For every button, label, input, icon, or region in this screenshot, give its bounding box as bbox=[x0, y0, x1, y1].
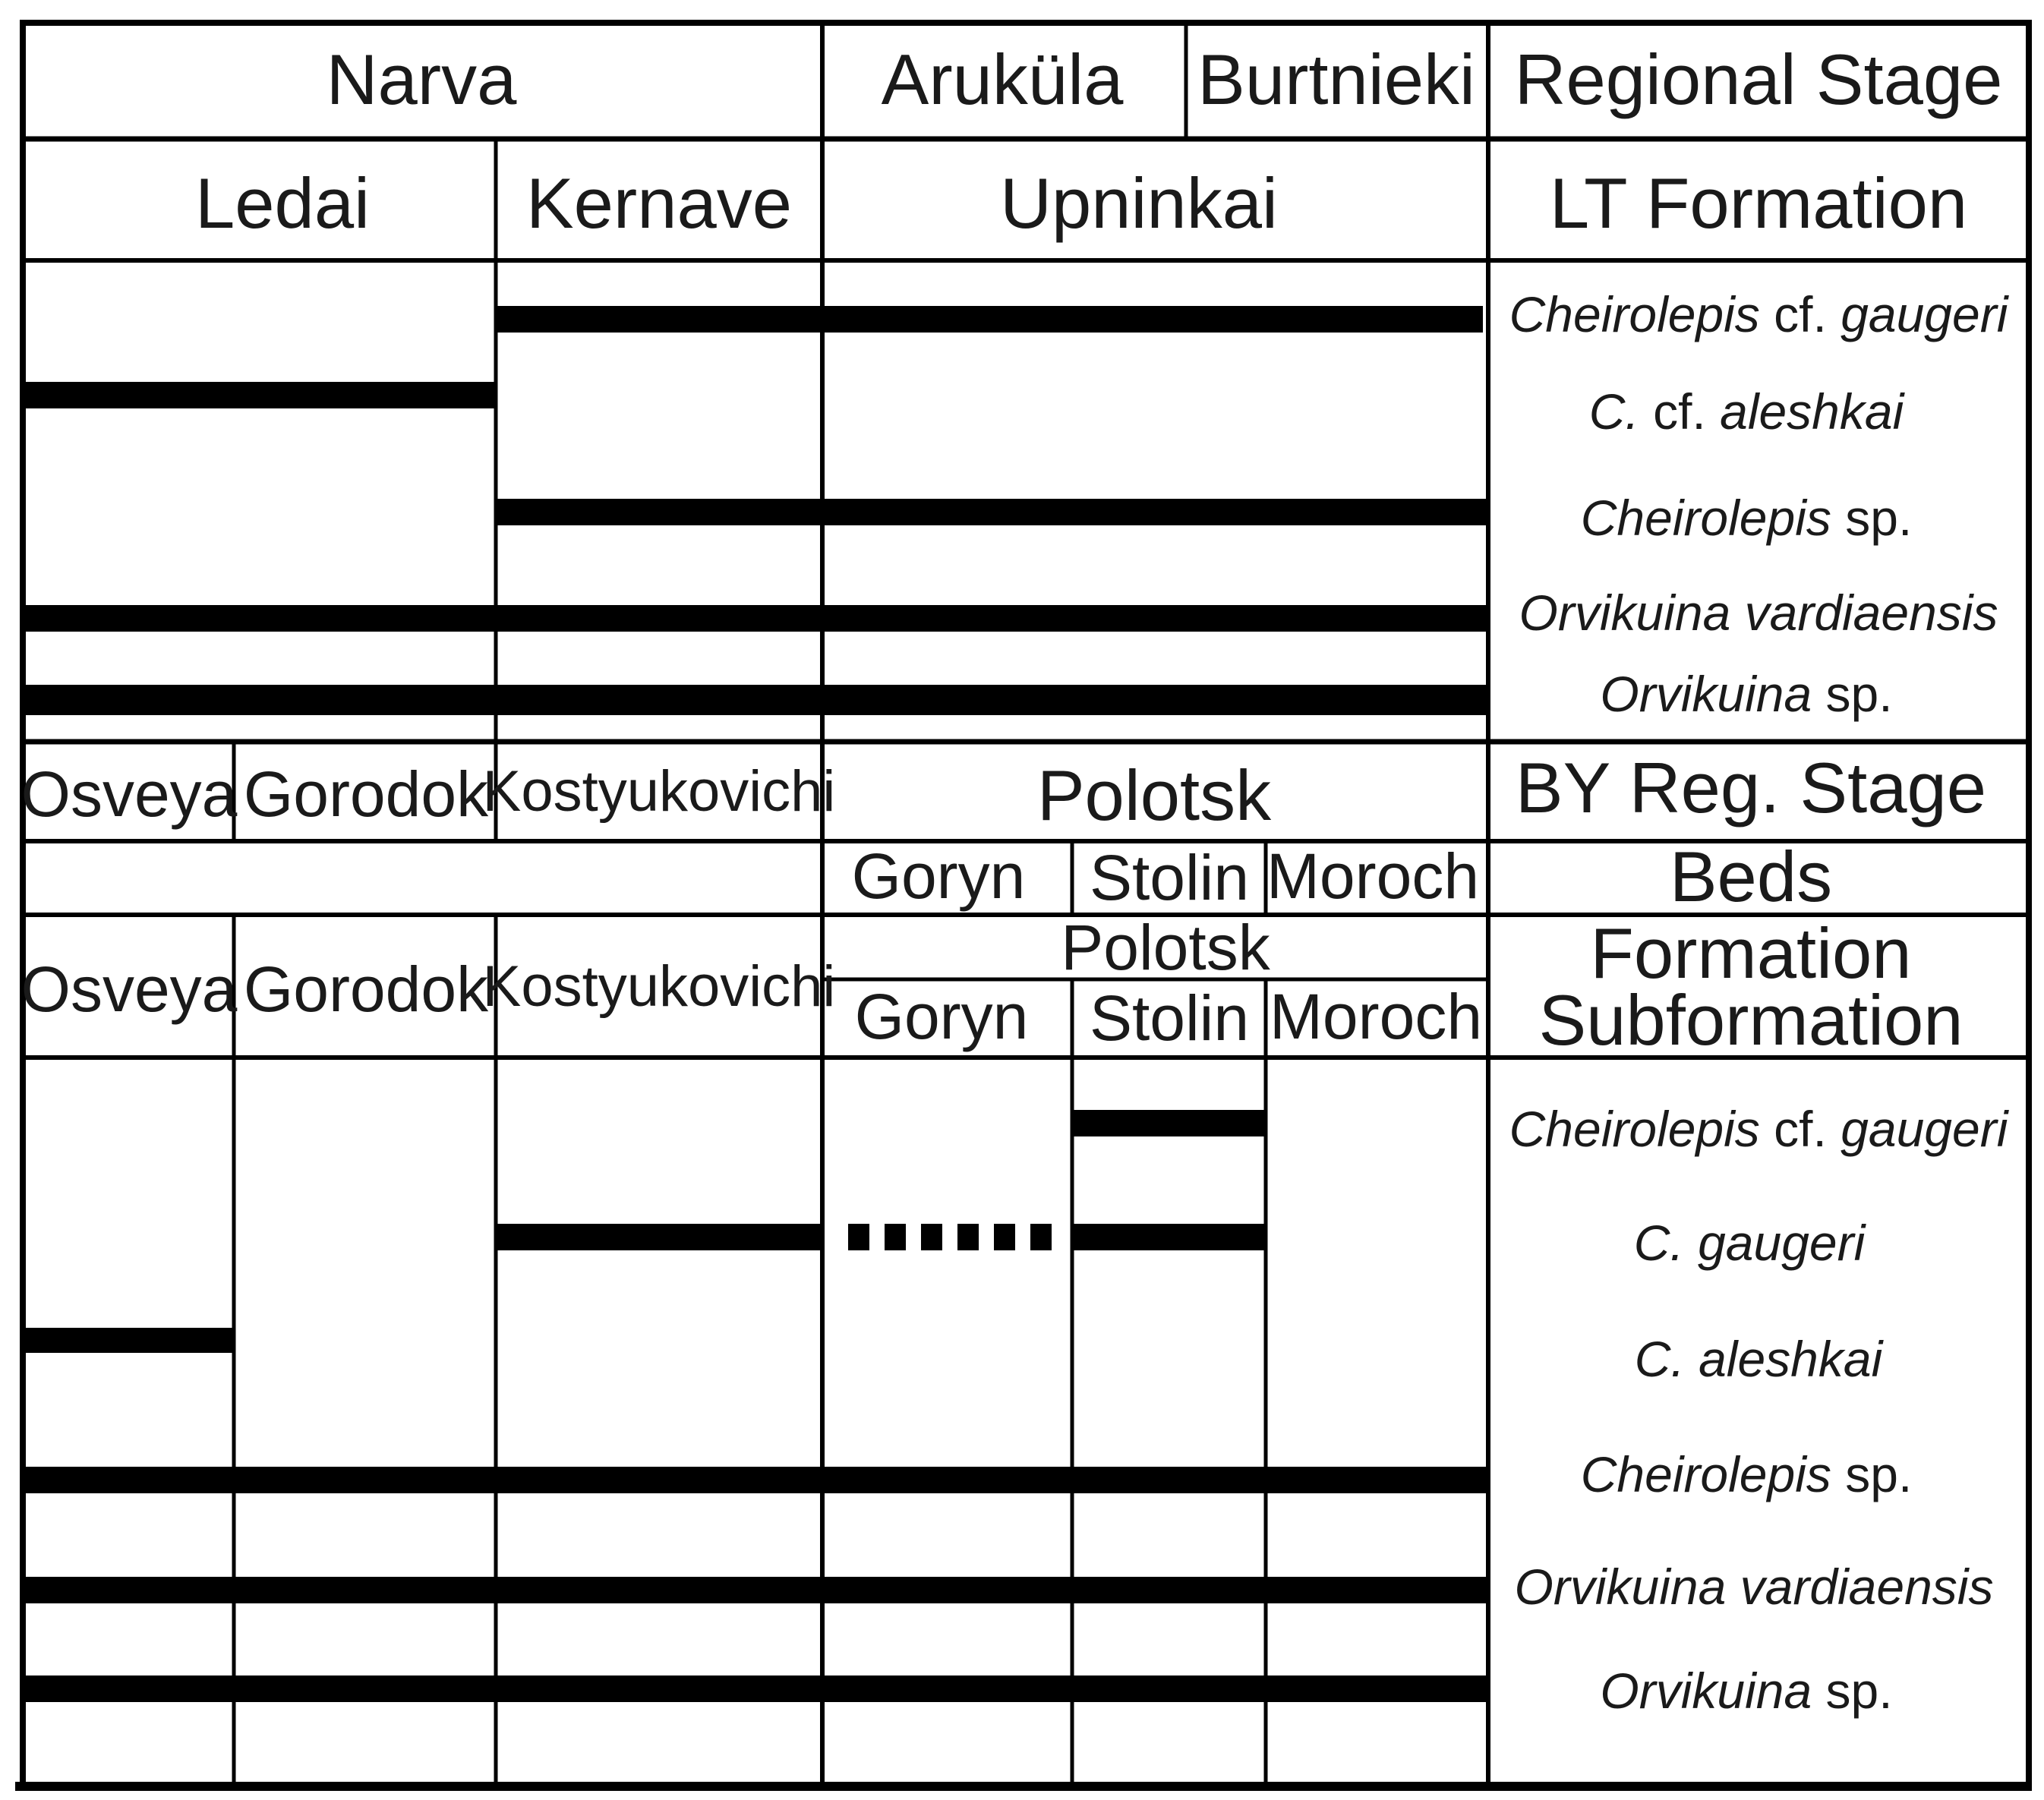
taxon-epithet: aleshkai bbox=[1720, 383, 1904, 440]
taxon-upper-4 bbox=[1600, 666, 1892, 722]
range-bar-lower-c-gaugeri-kostyuk bbox=[496, 1224, 822, 1250]
taxon-qualifier: cf. bbox=[1653, 383, 1706, 440]
dash-segment bbox=[848, 1224, 869, 1250]
taxon-name: Cheirolepis bbox=[1580, 1446, 1831, 1502]
formation-kostyukovichi: Kostyukovichi bbox=[482, 954, 836, 1019]
by-stage-gorodok: Gorodok bbox=[243, 758, 489, 830]
range-bar-lower-cheirolepis-cf-gaugeri bbox=[1072, 1110, 1266, 1136]
taxon-name: C. aleshkai bbox=[1634, 1331, 1883, 1387]
subformation-moroch: Moroch bbox=[1269, 981, 1483, 1052]
taxon-name: Cheirolepis bbox=[1580, 490, 1831, 546]
taxon-lower-2 bbox=[1635, 1331, 1885, 1387]
beds-label: Beds bbox=[1669, 837, 1833, 916]
formation-ledai: Ledai bbox=[195, 163, 370, 243]
by-stage-osveya: Osveya bbox=[21, 758, 238, 830]
taxon-upper-1 bbox=[1589, 383, 1906, 440]
subformation-stolin: Stolin bbox=[1089, 982, 1250, 1054]
bed-goryn: Goryn bbox=[851, 840, 1026, 912]
taxon-epithet: gaugeri bbox=[1841, 286, 2008, 342]
taxon-qualifier: cf. bbox=[1774, 286, 1827, 342]
taxon-upper-3 bbox=[1519, 585, 1998, 641]
dash-segment bbox=[921, 1224, 942, 1250]
dash-segment bbox=[994, 1224, 1015, 1250]
bed-stolin: Stolin bbox=[1089, 842, 1250, 913]
taxon-lower-4 bbox=[1515, 1559, 1994, 1615]
taxon-lower-3 bbox=[1581, 1446, 1913, 1502]
range-bar-upper-c-cf-aleshkai bbox=[23, 382, 496, 408]
taxon-name: Orvikuina vardiaensis bbox=[1519, 585, 1998, 641]
by-stage-polotsk: Polotsk bbox=[1036, 755, 1272, 835]
taxon-qualifier: sp. bbox=[1825, 1663, 1893, 1719]
lt-formation-label: LT Formation bbox=[1549, 163, 1968, 243]
stage-arukula: Aruküla bbox=[881, 39, 1124, 119]
range-bar-lower-orvikuina-sp bbox=[23, 1675, 1488, 1702]
formation-polotsk: Polotsk bbox=[1061, 912, 1270, 983]
range-bar-lower-orvikuina-vardiaensis bbox=[23, 1577, 1488, 1603]
taxon-name: C. bbox=[1588, 383, 1639, 440]
dash-segment bbox=[957, 1224, 979, 1250]
subformation-goryn: Goryn bbox=[854, 981, 1029, 1052]
bed-moroch: Moroch bbox=[1266, 840, 1480, 912]
dash-segment bbox=[1030, 1224, 1052, 1250]
taxon-name: Orvikuina bbox=[1600, 666, 1812, 722]
range-bar-upper-cheirolepis-sp bbox=[496, 499, 1488, 525]
range-bar-upper-orvikuina-sp bbox=[23, 685, 1488, 715]
taxon-qualifier: sp. bbox=[1825, 666, 1893, 722]
taxon-name: Cheirolepis bbox=[1509, 1101, 1760, 1157]
by-reg-stage-label: BY Reg. Stage bbox=[1515, 748, 1987, 827]
taxon-name: Cheirolepis bbox=[1509, 286, 1760, 342]
taxon-qualifier: sp. bbox=[1845, 1446, 1913, 1502]
taxon-qualifier: cf. bbox=[1774, 1101, 1827, 1157]
taxon-name: Orvikuina vardiaensis bbox=[1514, 1559, 1994, 1615]
range-bar-lower-goryn-dashed bbox=[848, 1224, 1052, 1250]
regional-stage-label: Regional Stage bbox=[1514, 39, 2003, 119]
formation-label: Formation bbox=[1590, 913, 1912, 993]
taxon-qualifier: sp. bbox=[1845, 490, 1913, 546]
by-stage-kostyukovichi: Kostyukovichi bbox=[482, 759, 836, 824]
stage-narva: Narva bbox=[326, 39, 517, 119]
range-bar-upper-orvikuina-vardiaensis bbox=[23, 605, 1488, 632]
range-bar-lower-c-gaugeri-stolin bbox=[1072, 1224, 1266, 1250]
formation-kernave: Kernave bbox=[525, 163, 793, 243]
taxon-upper-2 bbox=[1581, 490, 1913, 546]
taxon-upper-0 bbox=[1509, 286, 2010, 342]
taxon-name: C. gaugeri bbox=[1633, 1215, 1866, 1271]
formation-gorodok: Gorodok bbox=[243, 954, 489, 1025]
taxon-lower-0 bbox=[1509, 1101, 2010, 1157]
formation-upninkai: Upninkai bbox=[1000, 163, 1278, 243]
range-bar-upper-cheirolepis-cf-gaugeri bbox=[496, 306, 1483, 333]
stage-burtnieki: Burtnieki bbox=[1197, 39, 1475, 119]
lower-table-labels bbox=[21, 748, 2010, 1719]
taxon-lower-1 bbox=[1634, 1215, 1867, 1271]
range-bar-lower-c-aleshkai bbox=[23, 1328, 234, 1353]
range-bar-lower-cheirolepis-sp bbox=[23, 1467, 1488, 1493]
formation-osveya: Osveya bbox=[21, 954, 238, 1025]
taxon-epithet: gaugeri bbox=[1841, 1101, 2008, 1157]
subformation-label: Subformation bbox=[1538, 980, 1964, 1060]
dash-segment bbox=[885, 1224, 906, 1250]
taxon-name: Orvikuina bbox=[1600, 1663, 1812, 1719]
taxon-lower-5 bbox=[1600, 1663, 1892, 1719]
